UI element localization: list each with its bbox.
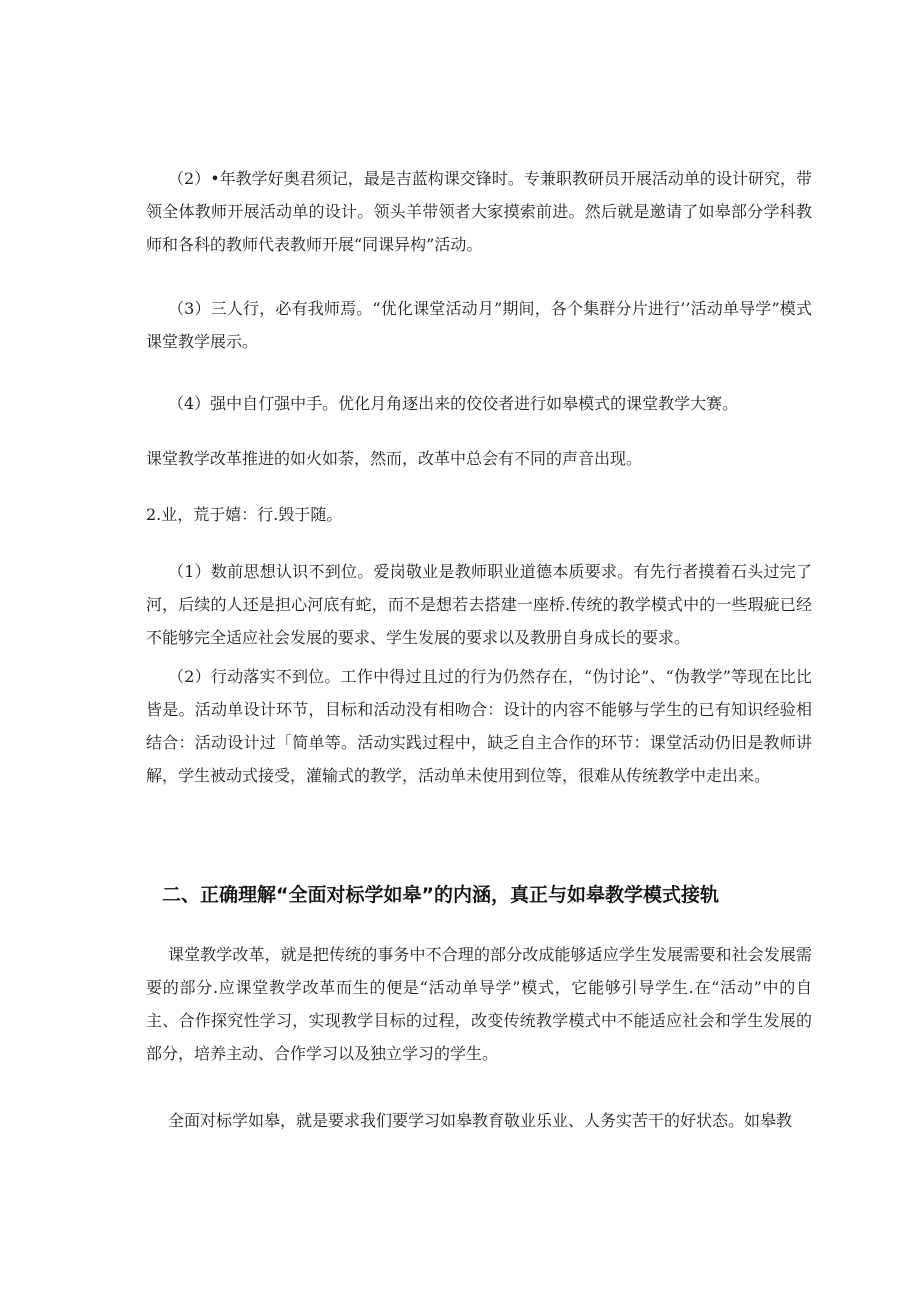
paragraph-teaching-contest: （4）强中自仃强中手。优化月角逐出来的佼佼者进行如皋模式的课堂教学大赛。 bbox=[168, 394, 739, 413]
paragraph-classroom-reform: 课堂教学改革，就是把传统的事务中不合理的部分改成能够适应学生发展需要和社会发展需要的部分.应课堂教学改革而生的便是“活动单导学”模式，它能够引导学生.在“活动”中的自主、合作探究性学习，实现教学目标的过程，改变传统教学模式中不能适应社会和学生发展的部分，培养主动、合作学习以及独立学习的学生。 bbox=[146, 945, 812, 1063]
paragraph-action-issue: （2）行动落实不到位。工作中得过且过的行为仍然存在，“伪讨论”、“伪教学”等现在比比皆是。活动单设计环节，目标和活动没有相吻合：设计的内容不能够与学生的已有知识经验相结合：活动设计过「简单等。活动实践过程中，缺乏自主合作的环节：课堂活动仍旧是教师讲解，学生被动式接受，灌输式的教学，活动单未使用到位等，很难从传统教学中走出来。 bbox=[146, 667, 812, 785]
paragraph-optimization-month: （3）三人行，必有我师焉。“优化课堂活动月”期间，各个集群分片进行’’活动单导学”模式课堂教学展示。 bbox=[146, 299, 812, 351]
paragraph-reform-progress: 课堂教学改革推进的如火如荼，然而，改革中总会有不同的声音出现。 bbox=[146, 449, 643, 468]
paragraph-learn-from-rugao: 全面对标学如皋，就是要求我们要学习如皋教育敬业乐业、人务实苦干的好状态。如皋教 bbox=[168, 1111, 793, 1130]
section-heading: 二、正确理解“全面对标学如皋”的内涵，真正与如皋教学模式接轨 bbox=[162, 884, 719, 906]
paragraph-awareness-issue: （1）数前思想认识不到位。爱岗敬业是教师职业道德本质要求。有先行者摸着石头过完了河，后续的人还是担心河底有蛇，而不是想若去搭建一座桥.传统的教学模式中的一些瑕疵已经不能够完全适应社会发展的要求、学生发展的要求以及教册自身成长的要求。 bbox=[146, 562, 812, 647]
paragraph-section-2: 2.业，荒于嬉：行.毁于随。 bbox=[146, 505, 343, 524]
paragraph-same-lesson-activity: （2）•年教学好奥君须记，最是吉蓝构课交锋时。专兼职教研员开展活动单的设计研究，带领全体教师开展活动单的设计。领头羊带领者大家摸索前进。然后就是邀请了如皋部分学科教师和各科的教师代表教师开展“同课异构”活动。 bbox=[146, 169, 812, 254]
